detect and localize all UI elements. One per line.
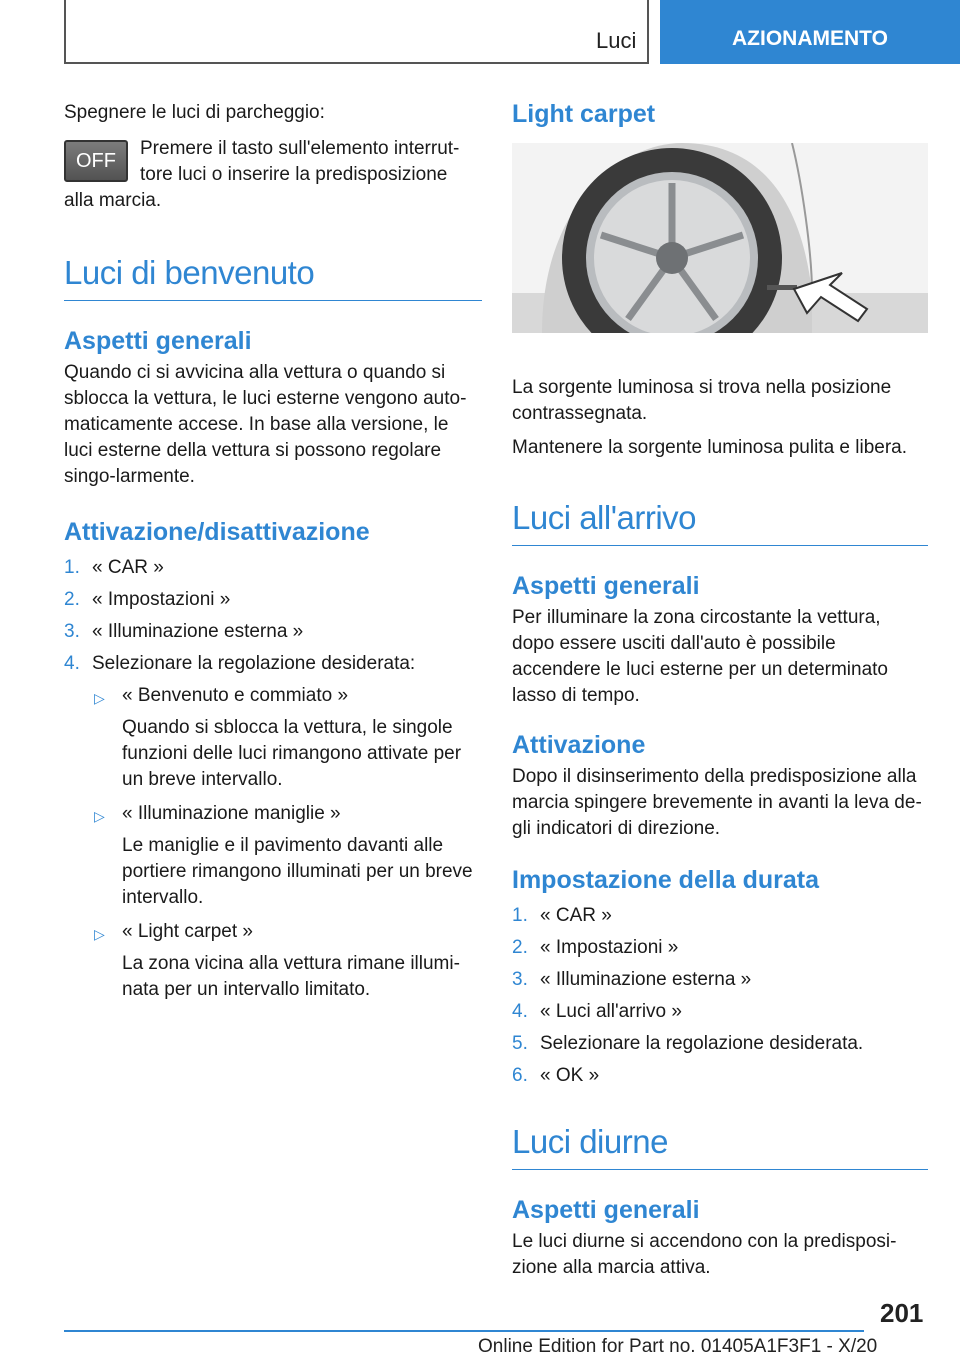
step-text: « Illuminazione esterna » — [540, 969, 752, 990]
right-column — [512, 100, 928, 1289]
step-text: Selezionare la regolazione desiderata: — [92, 653, 416, 674]
step-text: Selezionare la regolazione desiderata. — [540, 1033, 864, 1054]
off-button-label: OFF — [76, 149, 116, 172]
general-text: Quando ci si avvicina alla vettura o quando si sblocca la vettura, le luci esterne vengono auto-maticamente accese. In base alla versione, le luci esterne della vettura si possono regolare singo-larmente. — [64, 362, 467, 487]
step-number: 4. — [512, 1001, 528, 1022]
step-text: « Luci all'arrivo » — [540, 1001, 682, 1022]
list-item — [512, 1063, 928, 1089]
option-label: « Illuminazione maniglie » — [122, 803, 341, 824]
option-label: « Benvenuto e commiato » — [122, 685, 349, 706]
arrival-activation-text: Dopo il disinserimento della predisposizione alla marcia spingere brevemente in avanti la leva de-gli indicatori di direzione. — [512, 766, 922, 839]
step-text: « Impostazioni » — [92, 589, 231, 610]
carpet-text-1: La sorgente luminosa si trova nella posizione contrassegnata. — [512, 377, 892, 424]
step-text: « CAR » — [92, 557, 164, 578]
intro-label: Spegnere le luci di parcheggio: — [64, 102, 325, 123]
step-number: 2. — [512, 937, 528, 958]
list-item — [64, 555, 482, 581]
daytime-title: Luci diurne — [512, 1123, 928, 1170]
intro-text: Premere il tasto sull'elemento interrut-tore luci o inserire la predisposizione alla marcia. — [64, 138, 460, 211]
step-text: « Illuminazione esterna » — [92, 621, 304, 642]
left-column — [64, 100, 482, 1011]
list-item — [512, 935, 928, 961]
list-item — [64, 587, 482, 613]
step-text: « OK » — [540, 1065, 600, 1086]
option-desc: La zona vicina alla vettura rimane illumi-nata per un intervallo limitato. — [122, 953, 460, 1000]
duration-steps — [512, 903, 928, 1089]
step-number: 2. — [64, 589, 80, 610]
header-section: Luci — [596, 28, 637, 53]
list-item — [94, 801, 482, 911]
arrival-activation-title: Attivazione — [512, 731, 646, 759]
arrival-title: Luci all'arrivo — [512, 499, 928, 546]
activation-title: Attivazione/disattivazione — [64, 518, 370, 546]
duration-title: Impostazione della durata — [512, 866, 820, 894]
step-text: « Impostazioni » — [540, 937, 679, 958]
step-number: 4. — [64, 653, 80, 674]
general-title: Aspetti generali — [64, 327, 252, 355]
light-carpet-image — [512, 143, 928, 333]
daytime-text: Le luci diurne si accendono con la predisposi-zione alla marcia attiva. — [512, 1231, 897, 1278]
step-number: 1. — [512, 905, 528, 926]
step-text: « CAR » — [540, 905, 612, 926]
arrival-general-text: Per illuminare la zona circostante la vettura, dopo essere usciti dall'auto è possibile accendere le luci esterne per un determinato lasso di tempo. — [512, 607, 889, 706]
footer-divider — [64, 1330, 864, 1332]
activation-steps — [64, 555, 482, 677]
list-item — [94, 919, 482, 1003]
triangle-bullet-icon: ▷ — [94, 808, 105, 824]
activation-options — [94, 683, 482, 1003]
carpet-title: Light carpet — [512, 100, 656, 128]
header-chapter-tab[interactable] — [660, 0, 960, 64]
off-button-icon — [64, 140, 128, 182]
chapter-label: AZIONAMENTO — [732, 27, 888, 50]
page-number: 201 — [880, 1298, 924, 1328]
list-item — [64, 651, 482, 677]
carpet-text-2: Mantenere la sorgente luminosa pulita e libera. — [512, 437, 908, 458]
option-label: « Light carpet » — [122, 921, 253, 942]
list-item — [94, 683, 482, 793]
step-number: 3. — [64, 621, 80, 642]
option-desc: Le maniglie e il pavimento davanti alle portiere rimangono illuminati per un breve intervallo. — [122, 835, 473, 908]
triangle-bullet-icon: ▷ — [94, 926, 105, 942]
list-item — [512, 999, 928, 1025]
triangle-bullet-icon: ▷ — [94, 690, 105, 706]
list-item — [512, 903, 928, 929]
step-number: 5. — [512, 1033, 528, 1054]
step-number: 6. — [512, 1065, 528, 1086]
step-number: 3. — [512, 969, 528, 990]
step-number: 1. — [64, 557, 80, 578]
list-item — [512, 1031, 928, 1057]
footer-edition: Online Edition for Part no. 01405A1F3F1 - X/20 — [478, 1336, 878, 1357]
intro-block — [64, 136, 482, 214]
daytime-general-title: Aspetti generali — [512, 1196, 700, 1224]
header-frame — [64, 0, 649, 64]
option-desc: Quando si sblocca la vettura, le singole funzioni delle luci rimangono attivate per un breve intervallo. — [122, 717, 462, 790]
welcome-title: Luci di benvenuto — [64, 254, 482, 301]
list-item — [64, 619, 482, 645]
list-item — [512, 967, 928, 993]
arrival-general-title: Aspetti generali — [512, 572, 700, 600]
